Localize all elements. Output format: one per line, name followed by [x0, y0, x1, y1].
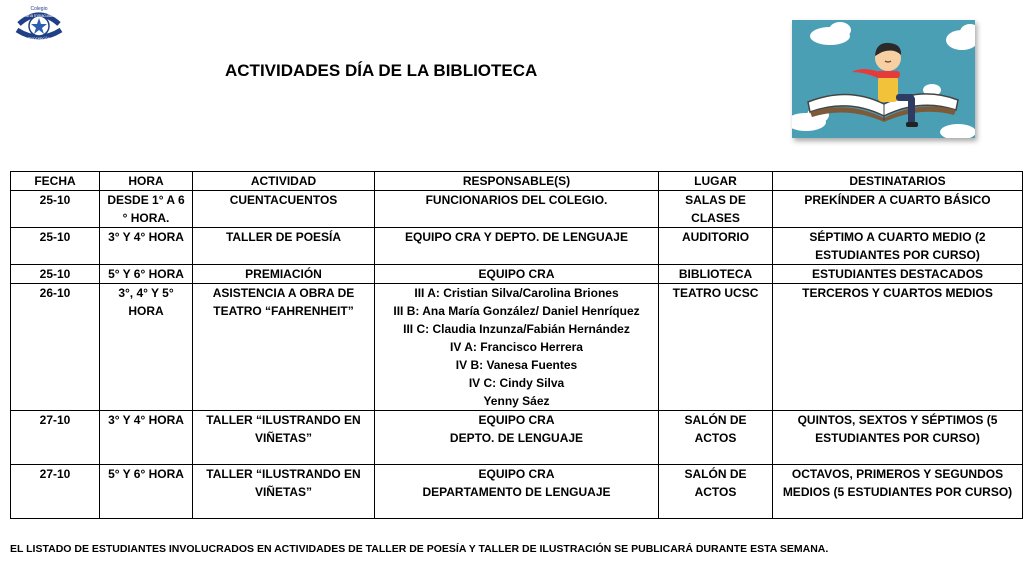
cell-line: SALÓN DE [684, 413, 747, 427]
cell-destinatarios [773, 228, 1023, 265]
col-header-lugar: LUGAR [659, 172, 773, 191]
cell-line: TALLER “ILUSTRANDO EN [206, 467, 361, 481]
cell-line: VIÑETAS” [254, 431, 313, 445]
cell-line: ESTUDIANTES POR CURSO) [815, 431, 980, 445]
cell-responsables [375, 265, 659, 284]
cell-line: DESDE 1° A 6 [107, 193, 185, 207]
cell-line: ACTOS [694, 431, 737, 445]
footer-note: EL LISTADO DE ESTUDIANTES INVOLUCRADOS EN ACTIVIDADES DE TALLER DE POESÍA Y TALLER DE ILUSTRACIÓN SE PUBLICARÁ DURANTE ESTA SEMANA. [10, 543, 829, 555]
cell-line: IV C: Cindy Silva [468, 376, 565, 390]
cell-lugar [659, 465, 773, 519]
logo-text-mid: María Inmaculada [22, 13, 56, 18]
cell-line: III C: Claudia Inzunza/Fabián Hernández [403, 322, 630, 336]
cell-responsables [375, 284, 659, 411]
cell-hora [100, 411, 193, 465]
cell-line: SÉPTIMO A CUARTO MEDIO (2 [809, 230, 986, 244]
table-row [11, 465, 1023, 519]
cell-destinatarios [773, 191, 1023, 228]
table-row [11, 228, 1023, 265]
cell-line: EQUIPO CRA Y DEPTO. DE LENGUAJE [405, 230, 628, 244]
cell-line: 5° Y 6° HORA [108, 267, 184, 281]
school-logo [10, 4, 68, 44]
boy-on-book-illustration [792, 20, 975, 138]
cell-line: ° HORA. [122, 211, 170, 225]
cell-actividad [193, 465, 375, 519]
cell-destinatarios [773, 265, 1023, 284]
cell-line: ESTUDIANTES DESTACADOS [811, 267, 984, 281]
cell-fecha: 27-10 [11, 411, 100, 465]
cell-line: DEPARTAMENTO DE LENGUAJE [422, 485, 611, 499]
table-header-row [11, 172, 1023, 191]
cell-line: SALAS DE [685, 193, 746, 207]
cell-line: TEATRO UCSC [672, 286, 759, 300]
cell-line: EQUIPO CRA [478, 267, 555, 281]
cell-hora [100, 265, 193, 284]
cell-fecha: 27-10 [11, 465, 100, 519]
cell-line: HORA [128, 304, 164, 318]
cell-line: PREMIACIÓN [245, 267, 322, 281]
cell-line: BIBLIOTECA [678, 267, 753, 281]
cell-actividad [193, 228, 375, 265]
cell-fecha: 25-10 [11, 191, 100, 228]
cell-responsables [375, 228, 659, 265]
cell-line: EQUIPO CRA [478, 413, 555, 427]
cell-line: SALÓN DE [684, 467, 747, 481]
cell-lugar [659, 228, 773, 265]
cell-line: Yenny Sáez [483, 394, 550, 408]
col-header-destinatarios: DESTINATARIOS [773, 172, 1023, 191]
cell-fecha: 25-10 [11, 265, 100, 284]
cell-line: DEPTO. DE LENGUAJE [449, 431, 584, 445]
cell-responsables [375, 191, 659, 228]
table-row [11, 411, 1023, 465]
cell-line: EQUIPO CRA [478, 467, 555, 481]
page-title: ACTIVIDADES DÍA DE LA BIBLIOTECA [225, 61, 538, 80]
table-row [11, 284, 1023, 411]
cell-line: TERCEROS Y CUARTOS MEDIOS [802, 286, 993, 300]
logo-text-bottom: Concepción [27, 36, 51, 41]
cell-line: CLASES [691, 211, 740, 225]
table-row [11, 191, 1023, 228]
cell-line: PREKÍNDER A CUARTO BÁSICO [804, 193, 991, 207]
cell-line: ASISTENCIA A OBRA DE [212, 286, 355, 300]
cell-line: III B: Ana María González/ Daniel Henríquez [393, 304, 640, 318]
cell-lugar [659, 284, 773, 411]
activities-table [10, 171, 1023, 519]
cell-line: 3° Y 4° HORA [108, 413, 184, 427]
cell-actividad [193, 284, 375, 411]
logo-text-top: Colegio [30, 6, 48, 12]
col-header-hora: HORA [100, 172, 193, 191]
cell-line: CUENTACUENTOS [229, 193, 338, 207]
cell-hora [100, 191, 193, 228]
cell-line: 5° Y 6° HORA [108, 467, 184, 481]
cell-hora [100, 228, 193, 265]
cell-responsables [375, 465, 659, 519]
cell-line: MEDIOS (5 ESTUDIANTES POR CURSO) [782, 485, 1013, 499]
table-row [11, 265, 1023, 284]
cell-line: QUINTOS, SEXTOS Y SÉPTIMOS (5 [797, 413, 998, 427]
cell-destinatarios [773, 411, 1023, 465]
cell-line: ESTUDIANTES POR CURSO) [815, 248, 980, 262]
cell-fecha: 25-10 [11, 228, 100, 265]
cell-destinatarios [773, 465, 1023, 519]
cell-line: TALLER “ILUSTRANDO EN [206, 413, 361, 427]
cell-line: VIÑETAS” [254, 485, 313, 499]
cell-line: ACTOS [694, 485, 737, 499]
cell-line: III A: Cristian Silva/Carolina Briones [414, 286, 619, 300]
cell-fecha: 26-10 [11, 284, 100, 411]
cell-line: TEATRO “FAHRENHEIT” [213, 304, 354, 318]
cell-line: 3°, 4° Y 5° [118, 286, 174, 300]
cell-destinatarios [773, 284, 1023, 411]
cell-lugar [659, 411, 773, 465]
cell-actividad [193, 265, 375, 284]
cell-line: TALLER DE POESÍA [225, 230, 342, 244]
cell-line: IV A: Francisco Herrera [450, 340, 583, 354]
cell-line: 3° Y 4° HORA [108, 230, 184, 244]
cell-lugar [659, 191, 773, 228]
cell-lugar [659, 265, 773, 284]
cell-line: OCTAVOS, PRIMEROS Y SEGUNDOS [791, 467, 1004, 481]
cell-hora [100, 465, 193, 519]
col-header-actividad: ACTIVIDAD [193, 172, 375, 191]
cell-line: IV B: Vanesa Fuentes [455, 358, 578, 372]
cell-hora [100, 284, 193, 411]
cell-line: FUNCIONARIOS DEL COLEGIO. [425, 193, 608, 207]
col-header-responsables: RESPONSABLE(S) [375, 172, 659, 191]
cell-line: AUDITORIO [681, 230, 750, 244]
cell-responsables [375, 411, 659, 465]
col-header-fecha: FECHA [11, 172, 100, 191]
cell-actividad [193, 191, 375, 228]
cell-actividad [193, 411, 375, 465]
